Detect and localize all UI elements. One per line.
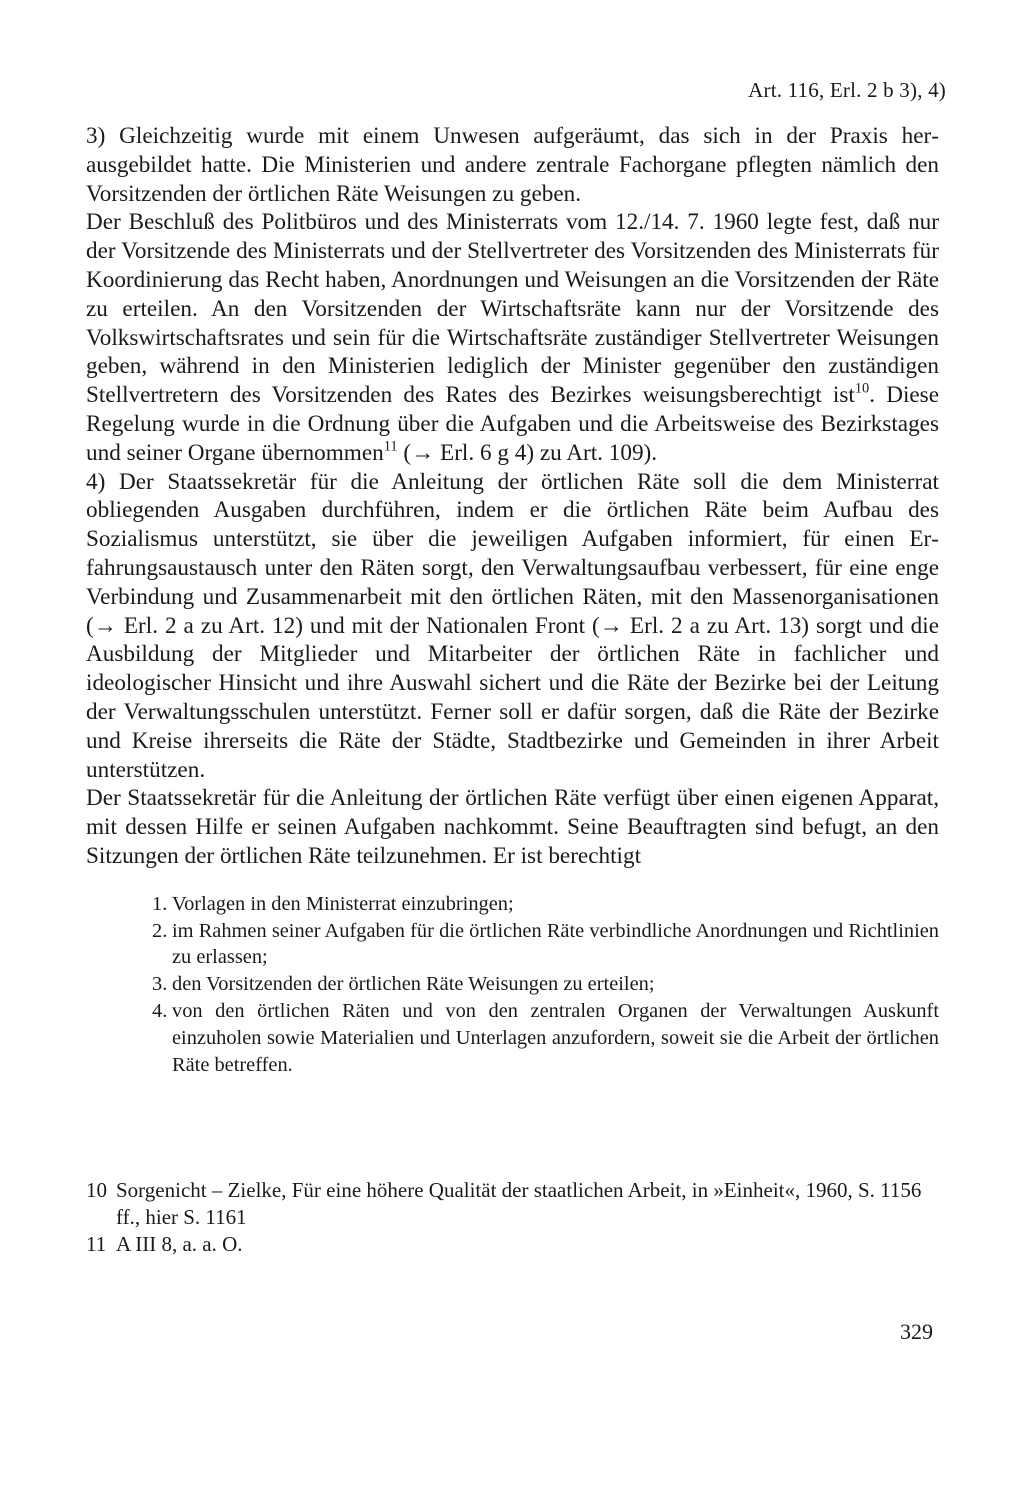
list-item-text: von den örtlichen Räten und von den zentralen Organen der Verwaltungen Auskunft einzuholen sowie Materialien und Unterlagen anzufordern, soweit sie die Arbeit der örtlichen Räte betreffen. — [172, 999, 939, 1076]
list-item-number: 1. — [152, 892, 168, 915]
powers-list — [152, 891, 939, 1079]
paragraph-decision — [86, 208, 939, 467]
main-text — [86, 122, 939, 1078]
footnote-ref-10: 10 — [854, 380, 870, 397]
footnote-11 — [86, 1231, 936, 1258]
paragraph-apparatus: Der Staatssekretär für die Anleitung der örtlichen Räte verfügt über einen eigenen Apparat, mit dessen Hilfe er seinen Aufgaben nachkommt. Seine Beauftragten sind befugt, an den Sitzungen der örtlichen Räte teilzunehmen. Er ist berechtigt — [86, 785, 939, 869]
list-item — [152, 918, 939, 972]
footnotes — [86, 1177, 936, 1258]
paragraph-decision-text-1: Der Beschluß des Politbüros und des Ministerrats vom 12./14. 7. 1960 legte fest, daß nur der Vorsitzende des Ministerrats und der Stellvertreter des Vorsitzenden des Ministerrats für Koordinierung das Recht haben, Anordnungen und Weisungen an die Vorsitzenden der Räte zu erteilen. An den Vorsitzenden der Wirtschaftsräte kann nur der Vorsitzende des Volkswirtschaftsrates und sein für die Wirtschaftsräte zuständiger Stellvertreter Weisungen geben, während in den Ministerien lediglich der Minister gegenüber den zuständigen Stellvertretern des Vorsitzenden des Rates des Bezirkes weisungsberechtigt ist — [86, 209, 939, 409]
footnote-text: A III 8, a. a. O. — [116, 1232, 243, 1256]
paragraph-3: 3) Gleichzeitig wurde mit einem Unwesen aufgeräumt, das sich in der Praxis herausgebildet hatte. Die Ministerien und andere zentrale Fachorgane pflegten nämlich den Vorsitzenden der örtlichen Räte Weisungen zu geben. — [86, 123, 939, 207]
footnote-number: 10 — [86, 1178, 107, 1202]
footnote-number: 11 — [86, 1232, 107, 1256]
list-item — [152, 971, 939, 998]
list-item — [152, 998, 939, 1078]
list-item — [152, 891, 939, 918]
footnote-10 — [86, 1177, 936, 1231]
footnote-text: Sorgenicht – Zielke, Für eine höhere Qualität der staatlichen Arbeit, in »Einheit«, 1960, S. 1156 ff., hier S. 1161 — [116, 1178, 922, 1229]
running-head: Art. 116, Erl. 2 b 3), 4) — [748, 78, 946, 102]
paragraph-decision-text-2: . Diese Regelung wurde in die Ordnung über die Aufgaben und die Arbeitsweise des Bezirkstages und seiner Organe übernommen — [86, 382, 939, 466]
page-number: 329 — [900, 1319, 933, 1344]
list-item-text: im Rahmen seiner Aufgaben für die örtlichen Räte verbindliche Anordnungen und Richtlinien zu erlassen; — [172, 919, 939, 969]
list-item-number: 4. — [152, 999, 168, 1022]
list-item-text: Vorlagen in den Ministerrat einzubringen; — [172, 892, 514, 915]
list-item-number: 3. — [152, 973, 168, 996]
list-item-text: den Vorsitzenden der örtlichen Räte Weisungen zu erteilen; — [172, 973, 655, 996]
list-item-number: 2. — [152, 919, 168, 942]
paragraph-decision-text-3: (→ Erl. 6 g 4) zu Art. 109). — [397, 439, 658, 466]
paragraph-4: 4) Der Staatssekretär für die Anleitung der örtlichen Räte soll die dem Ministerrat obliegenden Ausgaben durchführen, indem er die örtlichen Räte beim Aufbau des Sozialismus unterstützt, sie über die jeweiligen Aufgaben informiert, für einen Erfahrungsaustausch unter den Räten sorgt, den Verwaltungsaufbau verbessert, für eine enge Verbindung und Zusammenarbeit mit den örtlichen Räten, mit den Massenorganisationen (→ Erl. 2 a zu Art. 12) und mit der Nationalen Front (→ Erl. 2 a zu Art. 13) sorgt und die Ausbildung der Mitglieder und Mitarbeiter der örtlichen Räte in fachlicher und ideologischer Hinsicht und ihre Auswahl sichert und die Räte der Bezirke bei der Leitung der Verwaltungsschulen unterstützt. Ferner soll er dafür sorgen, daß die Räte der Bezirke und Kreise ihrerseits die Räte der Städte, Stadtbezirke und Gemeinden in ihrer Arbeit unterstützen. — [86, 468, 939, 783]
footnote-ref-11: 11 — [383, 438, 398, 455]
